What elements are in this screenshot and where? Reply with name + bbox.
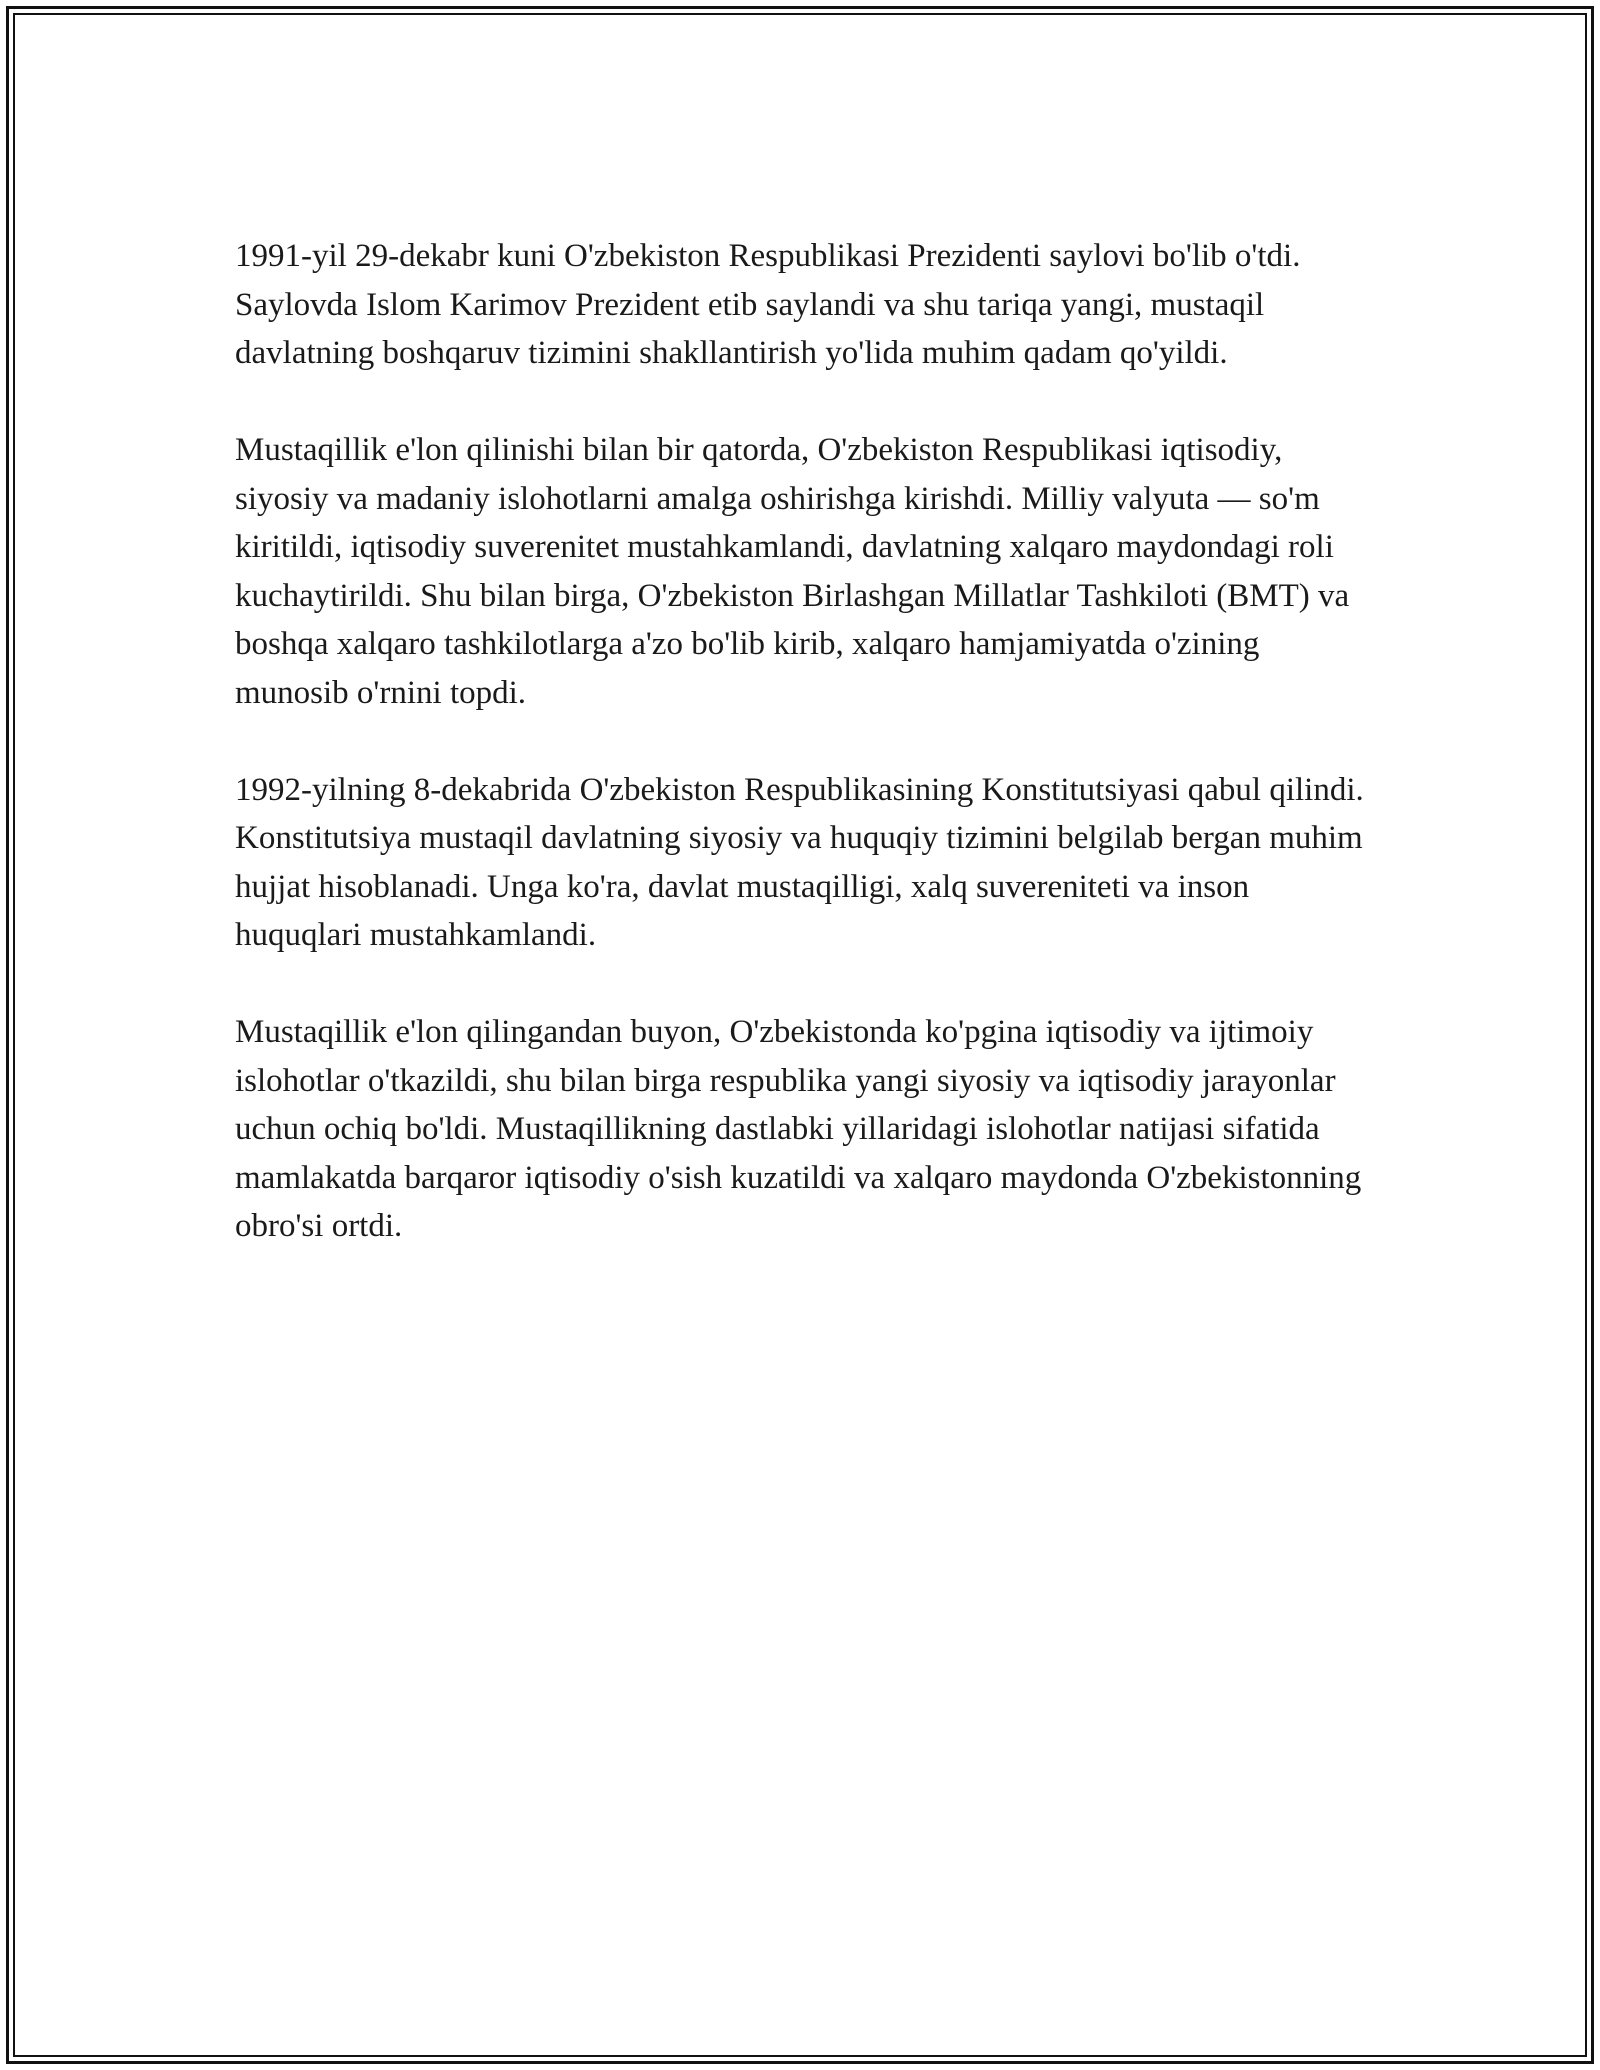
paragraph-2: Mustaqillik e'lon qilinishi bilan bir qatorda, O'zbekiston Respublikasi iqtisodiy, siyosiy va madaniy islohotlarni amalga oshirishga kirishdi. Milliy valyuta — so'm kiritildi, iqtisodiy suverenitet mustahkamlandi, davlatning xalqaro maydondagi roli kuchaytirildi. Shu bilan birga, O'zbekiston Birlashgan Millatlar Tashkiloti (BMT) va boshqa xalqaro tashkilotlarga a'zo bo'lib kirib, xalqaro hamjamiyatda o'zining munosib o'rnini topdi. [235, 432, 1350, 711]
paragraph-4: Mustaqillik e'lon qilingandan buyon, O'zbekistonda ko'pgina iqtisodiy va ijtimoiy islohotlar o'tkazildi, shu bilan birga respublika yangi siyosiy va iqtisodiy jarayonlar uchun ochiq bo'ldi. Mustaqillikning dastlabki yillaridagi islohotlar natijasi sifatida mamlakatda barqaror iqtisodiy o'sish kuzatildi va xalqaro maydonda O'zbekistonning obro'si ortdi. [235, 1014, 1362, 1244]
paragraph-1: 1991-yil 29-dekabr kuni O'zbekiston Respublikasi Prezidenti saylovi bo'lib o'tdi. Saylovda Islom Karimov Prezident etib saylandi va shu tariqa yangi, mustaqil davlatning boshqaruv tizimini shakllantirish yo'lida muhim qadam qo'yildi. [235, 238, 1301, 371]
document-body [235, 232, 1365, 1299]
paragraph-3: 1992-yilning 8-dekabrida O'zbekiston Respublikasining Konstitutsiyasi qabul qilindi. Konstitutsiya mustaqil davlatning siyosiy va huquqiy tizimini belgilab bergan muhim hujjat hisoblanadi. Unga ko'ra, davlat mustaqilligi, xalq suvereniteti va inson huquqlari mustahkamlandi. [235, 771, 1364, 953]
